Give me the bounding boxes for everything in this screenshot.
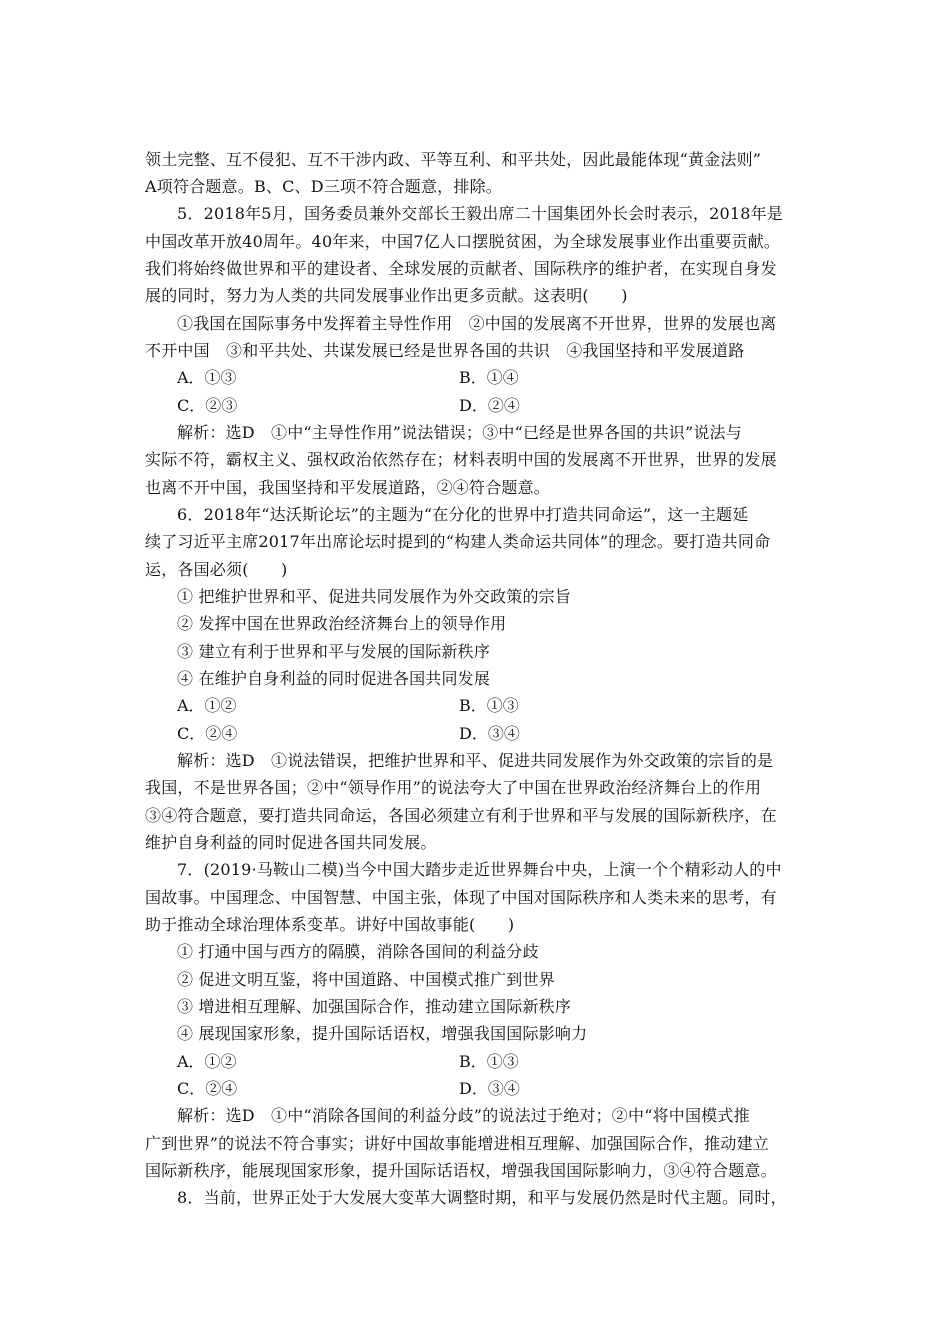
text-line: 展的同时，努力为人类的共同发展事业作出更多贡献。这表明( ) (145, 286, 628, 305)
analysis-line: 也离不开中国，我国坚持和平发展道路，②④符合题意。 (145, 478, 551, 497)
analysis-line: 国际新秩序，能展现国家形象，提升国际话语权，增强我国国际影响力，③④符合题意。 (145, 1161, 777, 1180)
question-8-stem: 8．当前，世界正处于大发展大变革大调整时期，和平与发展仍然是时代主题。同时， (177, 1188, 787, 1207)
option-b: B．①④ (459, 368, 519, 387)
statement-line: ③ 增进相互理解、加强国际合作，推动建立国际新秩序 (177, 997, 572, 1016)
statement-line: ④ 在维护自身利益的同时促进各国共同发展 (177, 669, 491, 688)
text-line: 助于推动全球治理体系变革。讲好中国故事能( ) (145, 915, 515, 934)
statement-line: ① 打通中国与西方的隔膜，消除各国间的利益分歧 (177, 942, 539, 961)
statement-line: ② 发挥中国在世界政治经济舞台上的领导作用 (177, 614, 507, 633)
statement-line: 不开中国 ③和平共处、共谋发展已经是世界各国的共识 ④我国坚持和平发展道路 (145, 341, 745, 360)
question-7-stem: 7．(2019·马鞍山二模)当今中国大踏步走近世界舞台中央，上演一个个精彩动人的中 (177, 860, 782, 879)
option-a: A．①③ (177, 368, 237, 387)
text-line: 国故事。中国理念、中国智慧、中国主张，体现了中国对国际秩序和人类未来的思考，有 (145, 888, 777, 907)
option-d: D．③④ (459, 724, 520, 743)
statement-line: ④ 展现国家形象，提升国际话语权，增强我国国际影响力 (177, 1024, 588, 1043)
analysis-line: 维护自身利益的同时促进各国共同发展。 (145, 833, 437, 852)
analysis-line: 解析：选D ①中“主导性作用”说法错误；③中“已经是世界各国的共识”说法与 (177, 423, 742, 442)
text-line: 领土完整、互不侵犯、互不干涉内政、平等互利、和平共处，因此最能体现“黄金法则” (145, 150, 762, 169)
text-line: A项符合题意。B、C、D三项不符合题意，排除。 (145, 177, 502, 196)
option-c: C．②③ (177, 396, 238, 415)
text-line: 中国改革开放40周年。40年来，中国7亿人口摆脱贫困，为全球发展事业作出重要贡献。 (145, 232, 781, 251)
option-c: C．②④ (177, 724, 238, 743)
option-b: B．①③ (459, 696, 519, 715)
analysis-line: 广到世界”的说法不符合事实；讲好中国故事能增进相互理解、加强国际合作，推动建立 (145, 1134, 769, 1153)
statement-line: ③ 建立有利于世界和平与发展的国际新秩序 (177, 642, 491, 661)
statement-line: ①我国在国际事务中发挥着主导性作用 ②中国的发展离不开世界，世界的发展也离 (177, 314, 777, 333)
statement-line: ① 把维护世界和平、促进共同发展作为外交政策的宗旨 (177, 587, 572, 606)
option-a: A．①② (177, 1052, 237, 1071)
text-line: 运，各国必须( ) (145, 560, 288, 579)
option-c: C．②④ (177, 1079, 238, 1098)
analysis-line: 解析：选D ①中“消除各国间的利益分歧”的说法过于绝对；②中“将中国模式推 (177, 1106, 750, 1125)
text-line: 我们将始终做世界和平的建设者、全球发展的贡献者、国际秩序的维护者，在实现自身发 (145, 259, 777, 278)
analysis-line: ③④符合题意，要打造共同命运，各国必须建立有利于世界和平与发展的国际新秩序，在 (145, 806, 777, 825)
analysis-line: 实际不符，霸权主义、强权政治依然存在；材料表明中国的发展离不开世界，世界的发展 (145, 450, 777, 469)
question-6-stem: 6．2018年“达沃斯论坛”的主题为“在分化的世界中打造共同命运”，这一主题延 (177, 505, 749, 524)
option-d: D．②④ (459, 396, 520, 415)
option-d: D．③④ (459, 1079, 520, 1098)
question-5-stem: 5．2018年5月，国务委员兼外交部长王毅出席二十国集团外长会时表示，2018年是 (177, 204, 783, 223)
analysis-line: 解析：选D ①说法错误，把维护世界和平、促进共同发展作为外交政策的宗旨的是 (177, 751, 774, 770)
analysis-line: 我国，不是世界各国；②中“领导作用”的说法夸大了中国在世界政治经济舞台上的作用 (145, 778, 762, 797)
text-line: 续了习近平主席2017年出席论坛时提到的“构建人类命运共同体”的理念。要打造共同命 (145, 532, 771, 551)
option-a: A．①② (177, 696, 237, 715)
option-b: B．①③ (459, 1052, 519, 1071)
statement-line: ② 促进文明互鉴，将中国道路、中国模式推广到世界 (177, 970, 555, 989)
